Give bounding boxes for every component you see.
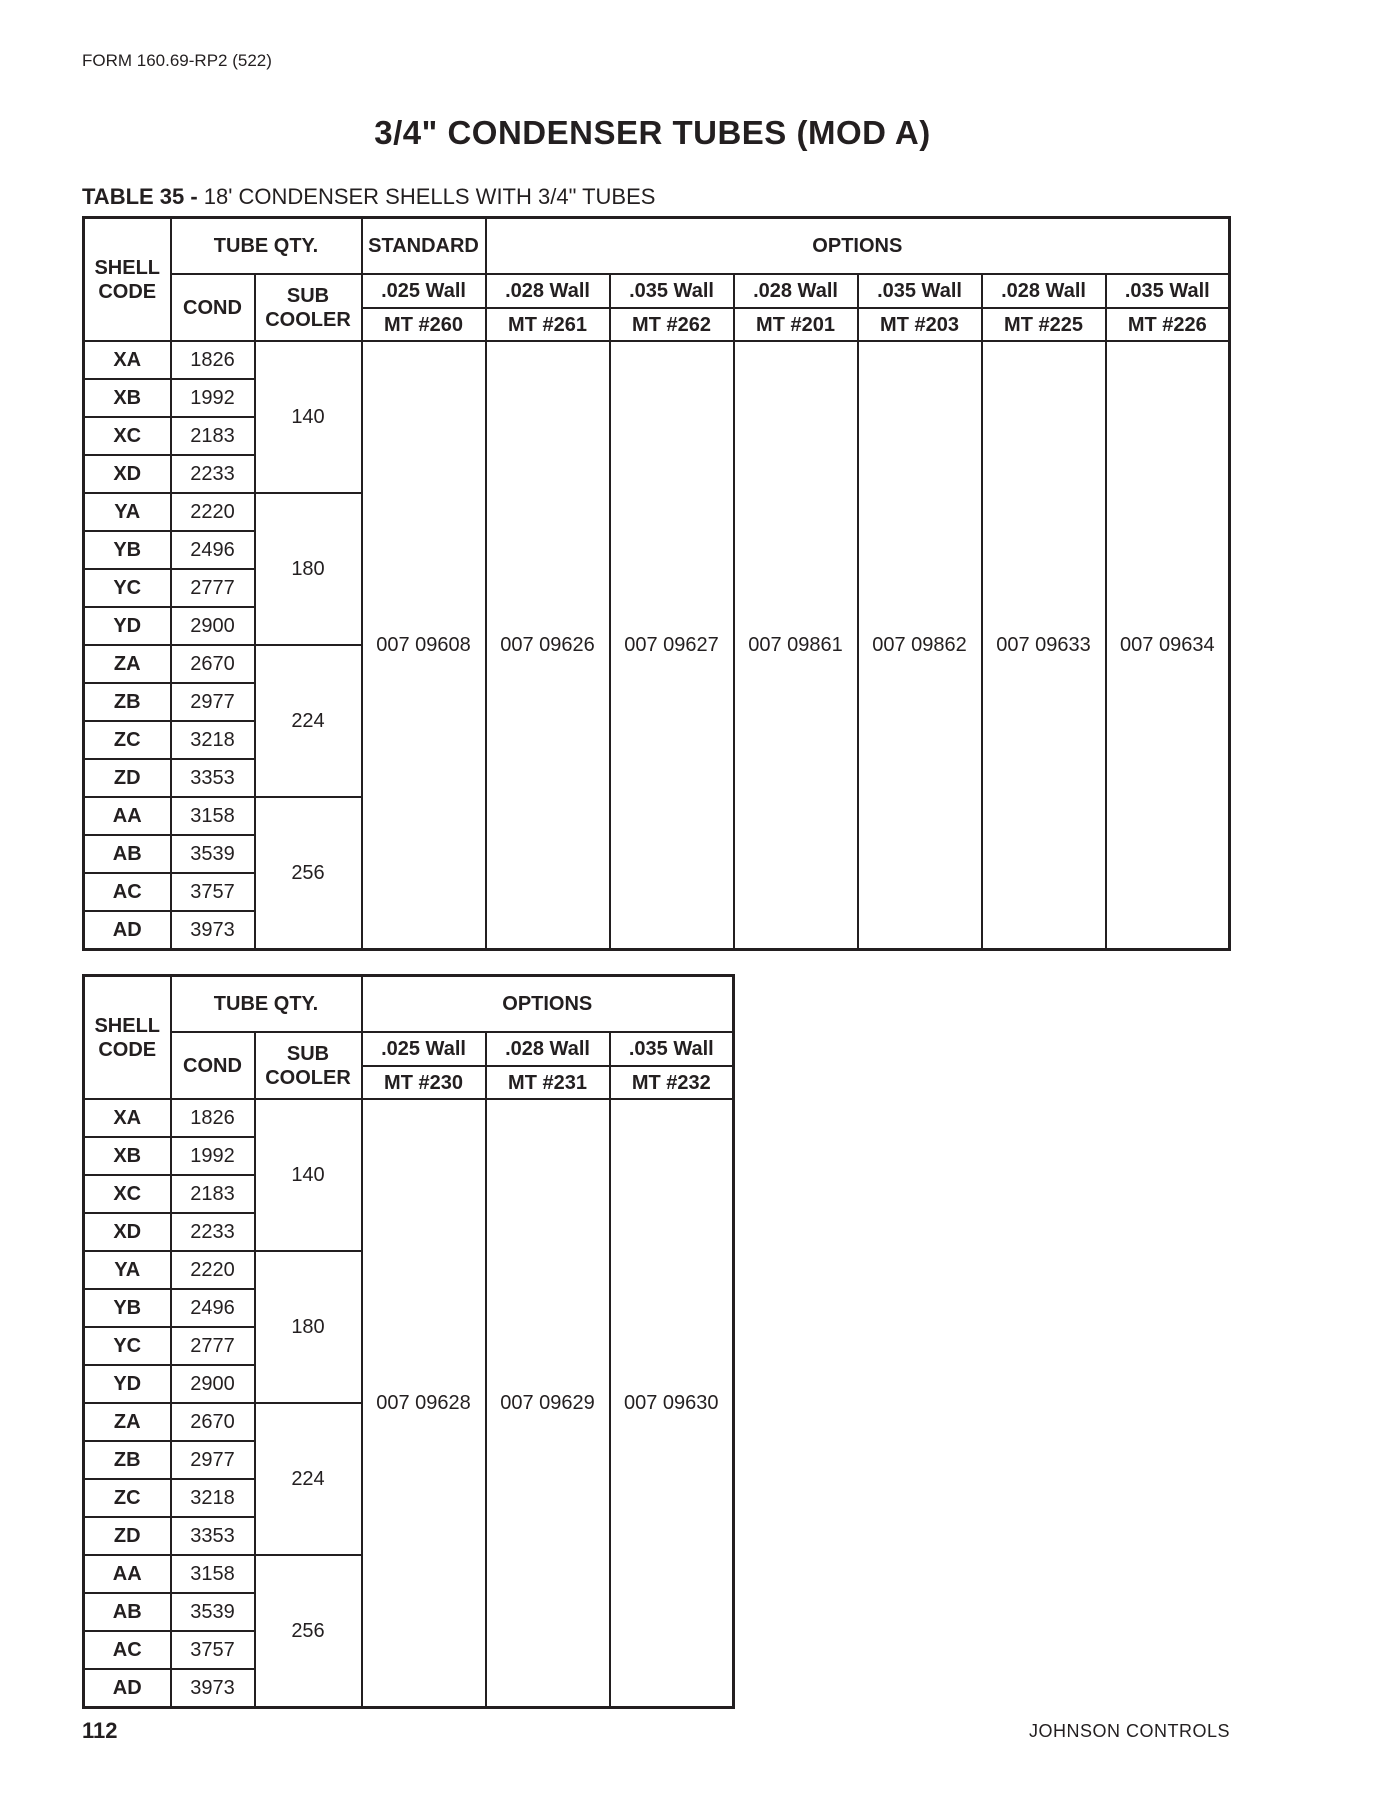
part-number-cell: 007 09630 [610, 1099, 734, 1708]
wall-thickness-header: .035 Wall [1106, 274, 1230, 308]
shell-code-cell: YC [84, 569, 171, 607]
shell-code-cell: AB [84, 835, 171, 873]
tube-qty-header: TUBE QTY. [171, 976, 362, 1033]
cond-qty-cell: 2233 [171, 1213, 255, 1251]
wall-thickness-header: .028 Wall [486, 1032, 610, 1066]
shell-code-cell: ZD [84, 759, 171, 797]
shell-code-cell: AA [84, 1555, 171, 1593]
shell-code-cell: XC [84, 1175, 171, 1213]
cond-qty-cell: 2900 [171, 607, 255, 645]
part-number-cell: 007 09626 [486, 341, 610, 950]
cond-qty-cell: 2220 [171, 493, 255, 531]
sub-cooler-qty-cell: 180 [255, 1251, 362, 1403]
shell-code-cell: YD [84, 607, 171, 645]
cond-qty-cell: 3218 [171, 721, 255, 759]
page-title: 3/4" CONDENSER TUBES (MOD A) [374, 114, 931, 151]
material-header: MT #230 [362, 1066, 486, 1099]
material-header: MT #232 [610, 1066, 734, 1099]
wall-thickness-header: .028 Wall [486, 274, 610, 308]
shell-code-cell: XA [84, 1099, 171, 1137]
shell-code-cell: XB [84, 1137, 171, 1175]
material-header: MT #260 [362, 308, 486, 341]
shell-code-cell: XB [84, 379, 171, 417]
shell-code-cell: YB [84, 1289, 171, 1327]
options-header: OPTIONS [486, 218, 1230, 275]
shell-code-cell: ZB [84, 683, 171, 721]
shell-code-cell: YD [84, 1365, 171, 1403]
shell-code-header-label: SHELL CODE [94, 256, 161, 303]
material-header: MT #262 [610, 308, 734, 341]
shell-code-cell: AD [84, 1669, 171, 1708]
cond-qty-cell: 2183 [171, 417, 255, 455]
part-number-cell: 007 09633 [982, 341, 1106, 950]
wall-thickness-header: .028 Wall [734, 274, 858, 308]
cond-qty-cell: 3757 [171, 1631, 255, 1669]
cond-qty-cell: 3353 [171, 1517, 255, 1555]
cond-qty-cell: 2496 [171, 1289, 255, 1327]
shell-code-cell: YA [84, 1251, 171, 1289]
cond-qty-cell: 3158 [171, 1555, 255, 1593]
shell-code-cell: AC [84, 873, 171, 911]
cond-qty-cell: 3973 [171, 1669, 255, 1708]
publisher-name: JOHNSON CONTROLS [1028, 1721, 1230, 1741]
table-caption [82, 184, 655, 210]
cond-qty-cell: 2496 [171, 531, 255, 569]
shell-code-cell: XA [84, 341, 171, 379]
shell-code-header [84, 218, 171, 342]
cond-qty-cell: 1992 [171, 379, 255, 417]
part-number-cell: 007 09628 [362, 1099, 486, 1708]
cond-qty-cell: 3539 [171, 1593, 255, 1631]
part-number-cell: 007 09608 [362, 341, 486, 950]
part-number-cell: 007 09627 [610, 341, 734, 950]
cond-qty-cell: 3757 [171, 873, 255, 911]
shell-code-cell: ZB [84, 1441, 171, 1479]
standard-header: STANDARD [362, 218, 486, 275]
sub-cooler-qty-cell: 224 [255, 645, 362, 797]
part-number-cell: 007 09634 [1106, 341, 1230, 950]
material-header: MT #231 [486, 1066, 610, 1099]
shell-code-cell: XD [84, 1213, 171, 1251]
cond-qty-cell: 2777 [171, 569, 255, 607]
material-header: MT #261 [486, 308, 610, 341]
part-number-cell: 007 09862 [858, 341, 982, 950]
cond-qty-cell: 2670 [171, 645, 255, 683]
table-35-standard-and-options [82, 216, 1231, 951]
tube-qty-header: TUBE QTY. [171, 218, 362, 275]
material-header: MT #201 [734, 308, 858, 341]
cond-qty-cell: 1992 [171, 1137, 255, 1175]
sub-cooler-header: SUB COOLER [255, 274, 362, 341]
shell-code-cell: YC [84, 1327, 171, 1365]
form-number: FORM 160.69-RP2 (522) [82, 51, 272, 70]
table-caption-label: TABLE 35 - [82, 184, 198, 209]
page-number: 112 [82, 1718, 118, 1743]
cond-header: COND [171, 274, 255, 341]
wall-thickness-header: .035 Wall [858, 274, 982, 308]
table-row [84, 341, 1230, 379]
cond-qty-cell: 2977 [171, 683, 255, 721]
cond-qty-cell: 2233 [171, 455, 255, 493]
sub-cooler-qty-cell: 224 [255, 1403, 362, 1555]
wall-thickness-header: .035 Wall [610, 1032, 734, 1066]
cond-qty-cell: 2977 [171, 1441, 255, 1479]
shell-code-cell: ZA [84, 1403, 171, 1441]
options-header: OPTIONS [362, 976, 734, 1033]
wall-thickness-header: .028 Wall [982, 274, 1106, 308]
cond-qty-cell: 2220 [171, 1251, 255, 1289]
cond-qty-cell: 3158 [171, 797, 255, 835]
cond-qty-cell: 3218 [171, 1479, 255, 1517]
sub-cooler-qty-cell: 256 [255, 1555, 362, 1708]
shell-code-cell: ZA [84, 645, 171, 683]
shell-code-cell: AA [84, 797, 171, 835]
cond-qty-cell: 3353 [171, 759, 255, 797]
part-number-cell: 007 09861 [734, 341, 858, 950]
shell-code-cell: AB [84, 1593, 171, 1631]
sub-cooler-qty-cell: 256 [255, 797, 362, 950]
table-35-additional-options [82, 974, 735, 1709]
shell-code-cell: YA [84, 493, 171, 531]
cond-qty-cell: 2183 [171, 1175, 255, 1213]
cond-qty-cell: 1826 [171, 341, 255, 379]
shell-code-cell: ZC [84, 1479, 171, 1517]
material-header: MT #225 [982, 308, 1106, 341]
shell-code-cell: ZD [84, 1517, 171, 1555]
sub-cooler-qty-cell: 180 [255, 493, 362, 645]
wall-thickness-header: .025 Wall [362, 1032, 486, 1066]
cond-qty-cell: 1826 [171, 1099, 255, 1137]
sub-cooler-qty-cell: 140 [255, 341, 362, 493]
shell-code-cell: XD [84, 455, 171, 493]
wall-thickness-header: .035 Wall [610, 274, 734, 308]
shell-code-cell: AC [84, 1631, 171, 1669]
material-header: MT #226 [1106, 308, 1230, 341]
shell-code-header [84, 976, 171, 1100]
shell-code-header-label: SHELL CODE [94, 1014, 161, 1061]
cond-qty-cell: 3539 [171, 835, 255, 873]
cond-qty-cell: 3973 [171, 911, 255, 950]
shell-code-cell: XC [84, 417, 171, 455]
shell-code-cell: ZC [84, 721, 171, 759]
cond-qty-cell: 2670 [171, 1403, 255, 1441]
cond-qty-cell: 2900 [171, 1365, 255, 1403]
wall-thickness-header: .025 Wall [362, 274, 486, 308]
material-header: MT #203 [858, 308, 982, 341]
cond-qty-cell: 2777 [171, 1327, 255, 1365]
shell-code-cell: YB [84, 531, 171, 569]
shell-code-cell: AD [84, 911, 171, 950]
table-caption-text: 18' CONDENSER SHELLS WITH 3/4" TUBES [203, 184, 656, 209]
sub-cooler-header: SUB COOLER [255, 1032, 362, 1099]
sub-cooler-qty-cell: 140 [255, 1099, 362, 1251]
cond-header: COND [171, 1032, 255, 1099]
table-row [84, 1099, 734, 1137]
part-number-cell: 007 09629 [486, 1099, 610, 1708]
